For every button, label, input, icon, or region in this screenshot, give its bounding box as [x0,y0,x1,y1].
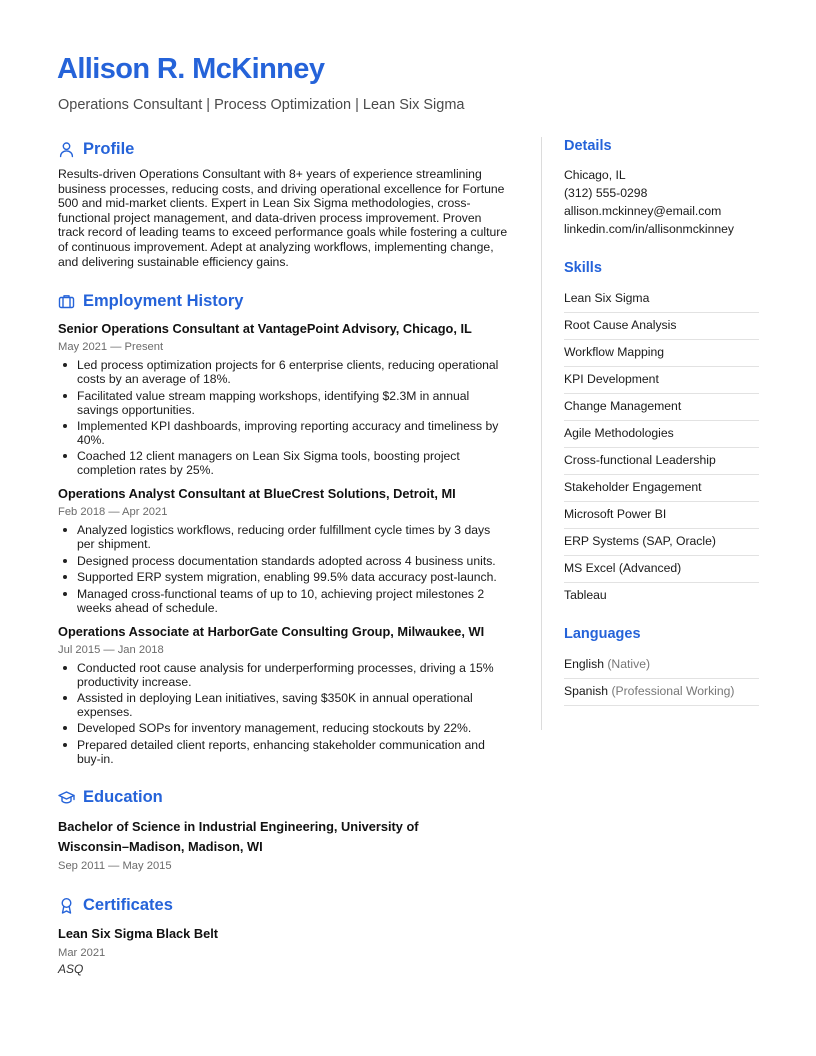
job-bullet: Prepared detailed client reports, enhancing stakeholder communication and buy-in. [58,738,508,766]
language-item [564,652,759,679]
languages-list [564,652,760,706]
skill-item: Lean Six Sigma [564,286,759,313]
education-date: Sep 2011 — May 2015 [58,859,172,872]
skills-section [564,260,760,610]
certificate-name: Lean Six Sigma Black Belt [58,925,219,941]
skill-item: KPI Development [564,367,759,394]
profile-section [58,138,518,269]
profile-header [58,138,518,160]
education-header [58,787,518,809]
job-bullets [58,661,518,766]
language-name: Spanish [564,684,609,698]
skill-item: Workflow Mapping [564,340,759,367]
skills-title: Skills [564,260,602,276]
details-list [564,166,760,238]
skill-item: Stakeholder Engagement [564,475,759,502]
skill-item: Agile Methodologies [564,421,759,448]
person-icon [58,141,75,158]
job-title: Operations Associate at HarborGate Consulting Group, Milwaukee, WI [58,623,485,639]
job-bullet: Analyzed logistics workflows, reducing order fulfillment cycle times by 3 days per shipment. [58,523,508,551]
employment-section [58,290,518,766]
graduation-cap-icon [58,789,75,806]
skill-item: Tableau [564,588,607,602]
ribbon-icon [58,897,75,914]
job-bullet: Facilitated value stream mapping workshops, identifying $2.3M in annual savings opportunities. [58,389,508,417]
job-date: Jul 2015 — Jan 2018 [58,643,164,656]
job-bullet: Coached 12 client managers on Lean Six Sigma tools, boosting project completion rates by 25%. [58,449,508,477]
job-title: Operations Analyst Consultant at BlueCrest Solutions, Detroit, MI [58,486,456,502]
detail-city: Chicago, IL [564,168,626,182]
candidate-name: Allison R. McKinney [57,53,325,85]
employment-header [58,290,518,312]
job-bullet: Managed cross-functional teams of up to 10, achieving project milestones 2 weeks ahead of schedule. [58,587,508,615]
profile-title: Profile [83,139,135,158]
skill-item: Root Cause Analysis [564,313,759,340]
job-entry [58,486,518,614]
language-level: (Professional Working) [611,684,735,698]
degree-title: Bachelor of Science in Industrial Engineering, University of Wisconsin–Madison, Madison, WI [58,818,419,854]
detail-linkedin[interactable]: linkedin.com/in/allisonmckinney [564,222,735,236]
details-title: Details [564,138,612,154]
profile-text: Results-driven Operations Consultant with 8+ years of experience streamlining business processes, reducing costs, and driving operational excellence for Fortune 500 and mid-market clients. Expert in Lean Six Sigma methodologies, cross-functional project management, and data-driven process improvement. Proven track record of leading teams to exceed performance goals while fostering a culture of continuous improvement. Adept at analyzing workflows, implementing change, and delivering sustainable efficiency gains. [58,167,508,269]
job-bullets [58,358,518,477]
employment-title: Employment History [83,291,244,310]
certificates-title: Certificates [83,896,173,915]
candidate-subtitle: Operations Consultant | Process Optimization | Lean Six Sigma [58,97,465,113]
job-date: May 2021 — Present [58,341,164,354]
detail-phone: (312) 555-0298 [564,186,648,200]
job-bullet: Assisted in deploying Lean initiatives, saving $350K in annual operational expenses. [58,691,508,719]
column-divider [541,137,542,730]
skill-item: Change Management [564,394,759,421]
languages-section [564,626,760,706]
job-title: Senior Operations Consultant at VantagePoint Advisory, Chicago, IL [58,321,472,337]
languages-title: Languages [564,626,641,642]
job-bullets [58,523,518,614]
job-date: Feb 2018 — Apr 2021 [58,506,168,519]
certificate-date: Mar 2021 [58,946,106,959]
job-bullet: Led process optimization projects for 6 enterprise clients, reducing operational costs by an average of 18%. [58,358,508,386]
education-title: Education [83,788,163,807]
sidebar-column [564,138,760,706]
job-bullet: Designed process documentation standards adopted across 4 business units. [58,554,508,568]
certificates-header [58,895,518,917]
language-level: (Native) [607,657,651,671]
job-bullet: Conducted root cause analysis for underperforming processes, driving a 15% productivity increase. [58,661,508,689]
skill-item: MS Excel (Advanced) [564,556,759,583]
job-entry [58,624,518,766]
skill-item: Microsoft Power BI [564,502,759,529]
education-section [58,787,518,873]
main-column [58,138,518,977]
skill-item: ERP Systems (SAP, Oracle) [564,529,759,556]
detail-email[interactable]: allison.mckinney@email.com [564,204,722,218]
language-name: English [564,657,604,671]
briefcase-icon [58,293,75,310]
language-item [564,679,759,706]
skills-list [564,286,760,610]
job-entry [58,321,518,477]
job-bullet: Supported ERP system migration, enabling 99.5% data accuracy post-launch. [58,570,508,584]
job-bullet: Developed SOPs for inventory management, reducing stockouts by 22%. [58,721,508,735]
certificate-issuer: ASQ [58,961,84,976]
certificates-section [58,895,518,977]
details-section [564,138,760,238]
skill-item: Cross-functional Leadership [564,448,759,475]
job-bullet: Implemented KPI dashboards, improving reporting accuracy and timeliness by 40%. [58,419,508,447]
